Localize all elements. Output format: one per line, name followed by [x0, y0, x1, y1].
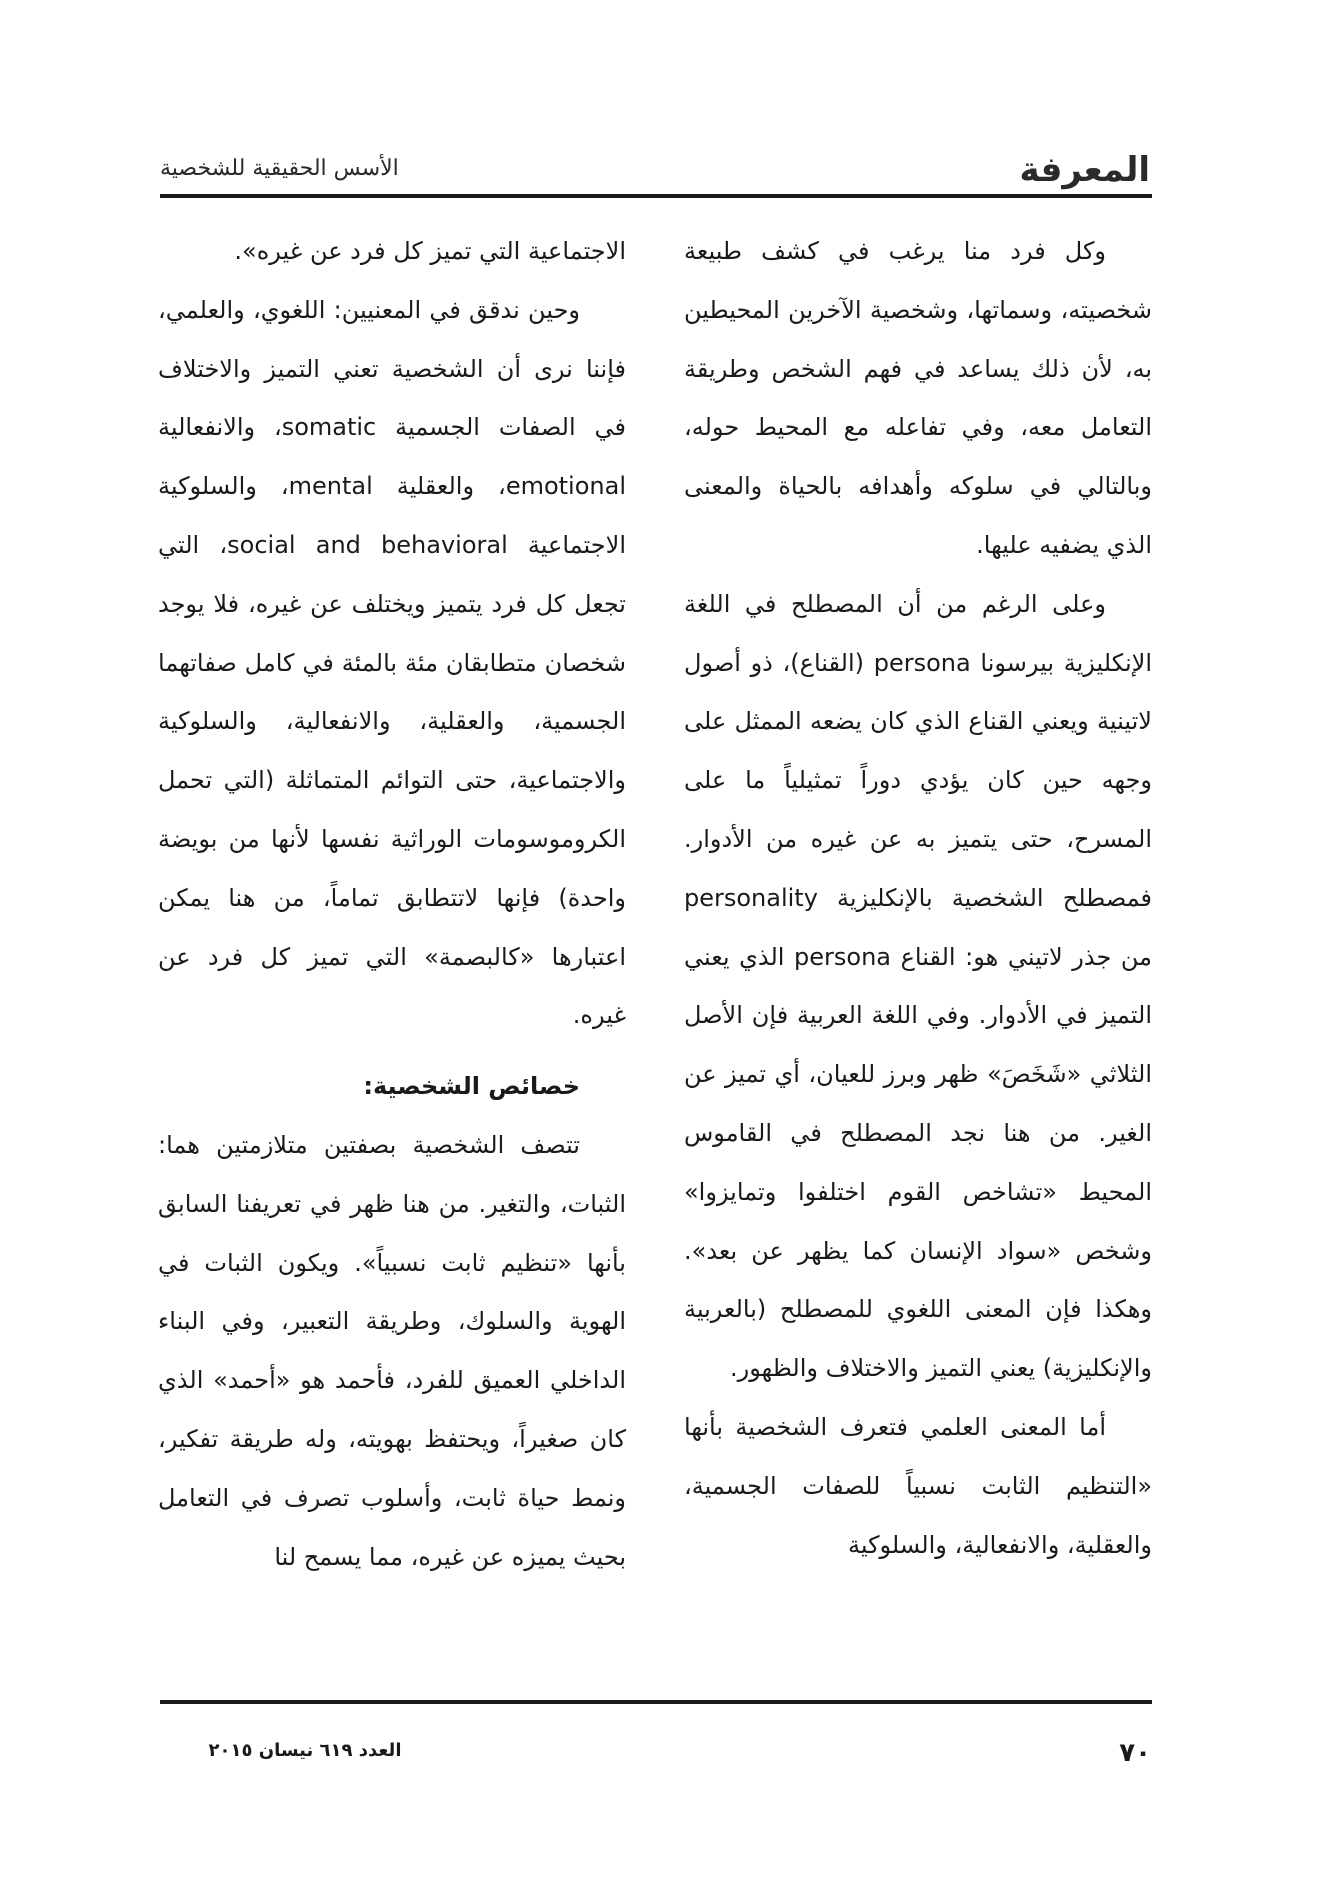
paragraph: تتصف الشخصية بصفتين متلازمتين هما: الثبات، والتغير. من هنا ظهر في تعريفنا السابق بأنها «تنظيم ثابت نسبياً». ويكون الثبات في الهوية والسلوك، وطريقة التعبير، وفي البناء الداخلي العميق للفرد، فأحمد هو «أحمد» الذي كان صغيراً، ويحتفظ بهويته، وله طريقة تفكير، ونمط حياة ثابت، وأسلوب تصرف في التعامل بحيث يميزه عن غيره، مما يسمح لنا [158, 1130, 626, 1571]
running-title: الأسس الحقيقية للشخصية [160, 156, 399, 181]
paragraph: وحين ندقق في المعنيين: اللغوي، والعلمي، فإننا نرى أن الشخصية تعني التميز والاختلاف في الصفات الجسمية somatic، والانفعالية emotional، والعقلية mental، والسلوكية الاجتماعية social and behavioral، التي تجعل كل فرد يتميز ويختلف عن غيره، فلا يوجد شخصان متطابقان مئة بالمئة في كامل صفاتهما الجسمية، والعقلية، والانفعالية، والسلوكية والاجتماعية، حتى التوائم المتماثلة (التي تحمل الكروموسومات الوراثية نفسها لأنها من بويضة واحدة) فإنها لاتتطابق تماماً، من هنا يمكن اعتبارها «كالبصمة» التي تميز كل فرد عن غيره. [158, 295, 626, 1030]
paragraph: أما المعنى العلمي فتعرف الشخصية بأنها «التنظيم الثابت نسبياً للصفات الجسمية، والعقلية، والانفعالية، والسلوكية [684, 1412, 1152, 1559]
header-rule [160, 194, 1152, 198]
section-heading: خصائص الشخصية: [363, 1072, 580, 1101]
footer-rule [160, 1700, 1152, 1704]
right-column [684, 222, 1152, 1574]
left-column [158, 222, 626, 1586]
issue-info: العدد ٦١٩ نيسان ٢٠١٥ [208, 1740, 402, 1761]
page-header [160, 150, 1150, 190]
paragraph: وعلى الرغم من أن المصطلح في اللغة الإنكليزية بيرسونا persona (القناع)، ذو أصول لاتينية ويعني القناع الذي كان يضعه الممثل على وجهه حين كان يؤدي دوراً تمثيلياً ما على المسرح، حتى يتميز به عن غيره من الأدوار. فمصطلح الشخصية بالإنكليزية personality من جذر لاتيني هو: القناع persona الذي يعني التميز في الأدوار. وفي اللغة العربية فإن الأصل الثلاثي «شَخَصَ» ظهر وبرز للعيان، أي تميز عن الغير. من هنا نجد المصطلح في القاموس المحيط «تشاخص القوم اختلفوا وتمايزوا» وشخص «سواد الإنسان كما يظهر عن بعد». وهكذا فإن المعنى اللغوي للمصطلح (بالعربية والإنكليزية) يعني التميز والاختلاف والظهور. [684, 589, 1152, 1383]
paragraph-continuation: الاجتماعية التي تميز كل فرد عن غيره». [234, 237, 626, 265]
page-number: ٧٠ [1119, 1738, 1151, 1768]
paragraph: وكل فرد منا يرغب في كشف طبيعة شخصيته، وسماتها، وشخصية الآخرين المحيطين به، لأن ذلك يساعد في فهم الشخص وطريقة التعامل معه، وفي تفاعله مع المحيط حوله، وبالتالي في سلوكه وأهدافه بالحياة والمعنى الذي يضفيه عليها. [684, 237, 1152, 559]
magazine-logo: المعرفة [1019, 150, 1150, 190]
